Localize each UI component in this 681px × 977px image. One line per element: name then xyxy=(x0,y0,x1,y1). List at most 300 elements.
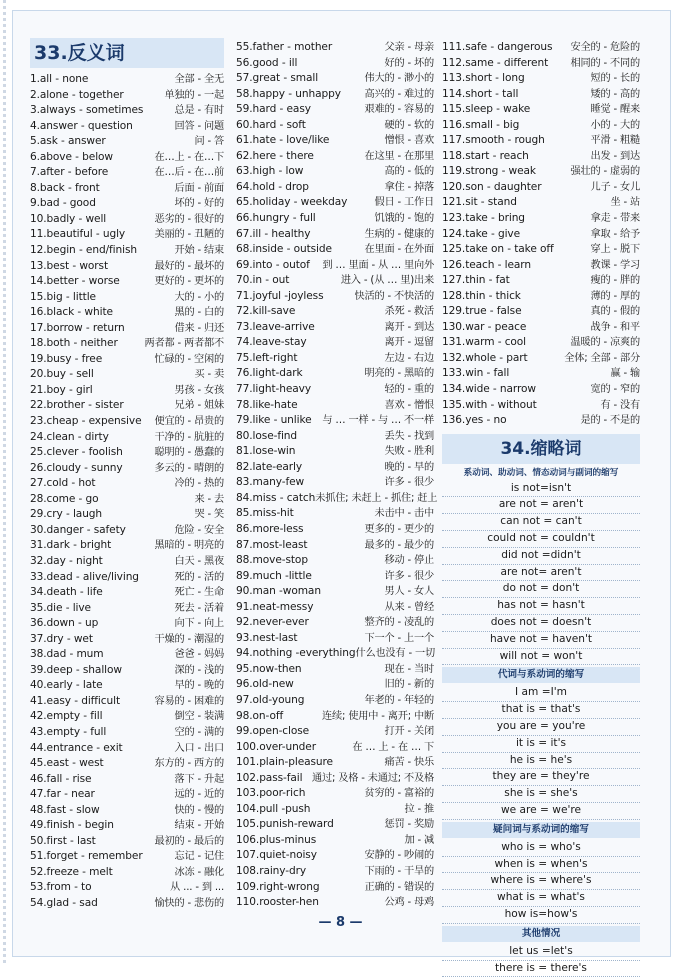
contraction-row: she is = she's xyxy=(442,786,640,803)
antonym-chinese: 最多的 - 最少的 xyxy=(364,539,434,551)
antonym-row xyxy=(30,88,224,104)
antonym-english: 86.more-less xyxy=(236,522,304,535)
antonym-english: 65.holiday - weekday xyxy=(236,196,348,209)
antonym-row xyxy=(442,382,640,398)
antonym-chinese: 结束 - 开始 xyxy=(174,820,224,832)
contraction-row: have not = haven't xyxy=(442,632,640,649)
section-33-header xyxy=(30,38,224,68)
antonym-chinese: 强壮的 - 虚弱的 xyxy=(570,166,640,178)
antonym-row xyxy=(30,678,224,694)
antonym-english: 78.like-hate xyxy=(236,398,298,411)
antonym-chinese: 拿住 - 掉落 xyxy=(384,181,434,193)
antonym-row xyxy=(442,149,640,165)
antonym-row xyxy=(30,165,224,181)
antonym-english: 47.far - near xyxy=(30,788,95,801)
antonym-row xyxy=(30,741,224,757)
antonym-row xyxy=(236,475,434,491)
antonym-english: 53.from - to xyxy=(30,881,92,894)
antonym-chinese: 男人 - 女人 xyxy=(384,586,434,598)
antonym-chinese: 拉 - 推 xyxy=(404,803,434,815)
antonym-english: 22.brother - sister xyxy=(30,399,124,412)
antonym-row xyxy=(236,118,434,134)
antonym-chinese: 高兴的 - 难过的 xyxy=(364,88,434,100)
antonym-row xyxy=(30,305,224,321)
antonym-chinese: 落下 - 升起 xyxy=(174,773,224,785)
antonym-row xyxy=(30,383,224,399)
antonym-chinese: 痛苦 - 快乐 xyxy=(384,757,434,769)
antonym-english: 34.death - life xyxy=(30,586,103,599)
antonym-english: 120.son - daughter xyxy=(442,180,542,193)
antonym-row xyxy=(236,304,434,320)
antonym-row xyxy=(236,133,434,149)
antonym-row xyxy=(442,320,640,336)
antonym-chinese: 快活的 - 不快活的 xyxy=(354,290,434,302)
antonym-chinese: 安全的 - 危险的 xyxy=(570,42,640,53)
antonym-english: 13.best - worst xyxy=(30,259,108,272)
contraction-row: did not =didn't xyxy=(442,548,640,565)
antonym-row xyxy=(236,164,434,180)
antonym-row xyxy=(30,694,224,710)
antonym-english: 25.clever - foolish xyxy=(30,446,123,459)
antonym-english: 75.left-right xyxy=(236,351,298,364)
antonym-row xyxy=(236,40,434,56)
antonym-chinese: 单独的 - 一起 xyxy=(164,89,224,101)
antonym-chinese: 宽的 - 窄的 xyxy=(590,384,640,396)
antonym-chinese: 两者都 - 两者都不 xyxy=(144,338,224,350)
antonym-row xyxy=(236,802,434,818)
antonym-chinese: 许多 - 很少 xyxy=(384,477,434,489)
antonym-chinese: 最好的 - 最坏的 xyxy=(154,260,224,272)
antonym-english: 98.on-off xyxy=(236,709,284,722)
antonym-chinese: 短的 - 长的 xyxy=(590,73,640,85)
antonym-chinese: 危险 - 安全 xyxy=(174,524,224,536)
antonym-english: 42.empty - fill xyxy=(30,710,103,723)
antonym-chinese: 下一个 - 上一个 xyxy=(364,632,434,644)
antonym-english: 43.empty - full xyxy=(30,725,107,738)
antonym-row xyxy=(442,227,640,243)
antonym-row xyxy=(30,647,224,663)
antonym-english: 72.kill-save xyxy=(236,305,296,318)
antonym-english: 2.alone - together xyxy=(30,88,124,101)
antonym-english: 26.cloudy - sunny xyxy=(30,461,123,474)
antonym-chinese: 全部 - 全无 xyxy=(174,74,224,85)
antonym-english: 112.same - different xyxy=(442,56,549,69)
antonym-row xyxy=(442,180,640,196)
antonym-english: 67.ill - healthy xyxy=(236,227,311,240)
antonym-chinese: 饥饿的 - 饱的 xyxy=(374,213,434,225)
antonym-row xyxy=(236,444,434,460)
antonym-chinese: 整齐的 - 凌乱的 xyxy=(364,617,434,629)
antonym-row xyxy=(30,585,224,601)
antonym-chinese: 拿取 - 给予 xyxy=(590,228,640,240)
antonym-english: 8.back - front xyxy=(30,181,100,194)
antonym-english: 114.short - tall xyxy=(442,87,519,100)
antonym-row xyxy=(442,289,640,305)
antonym-row xyxy=(30,150,224,166)
antonym-row xyxy=(442,258,640,274)
antonym-row xyxy=(236,429,434,445)
antonym-row xyxy=(442,335,640,351)
antonym-chinese: 借来 - 归还 xyxy=(174,322,224,334)
antonym-english: 111.safe - dangerous xyxy=(442,41,553,53)
antonym-english: 24.clean - dirty xyxy=(30,430,109,443)
antonym-row xyxy=(236,258,434,274)
antonym-row xyxy=(236,149,434,165)
antonym-row xyxy=(442,118,640,134)
antonym-chinese: 许多 - 很少 xyxy=(384,570,434,582)
antonym-chinese: 憎恨 - 喜欢 xyxy=(384,135,434,147)
antonym-english: 108.rainy-dry xyxy=(236,864,307,877)
antonym-english: 79.like - unlike xyxy=(236,414,312,427)
contraction-row: is not=isn't xyxy=(442,481,640,498)
antonym-english: 61.hate - love/like xyxy=(236,134,330,147)
antonym-chinese: 坐 - 站 xyxy=(610,197,640,209)
antonym-english: 74.leave-stay xyxy=(236,336,307,349)
antonym-row xyxy=(236,569,434,585)
antonym-english: 33.dead - alive/living xyxy=(30,570,139,583)
antonym-english: 113.short - long xyxy=(442,72,525,85)
antonym-chinese: 温暖的 - 凉爽的 xyxy=(570,337,640,349)
antonym-chinese: 矮的 - 高的 xyxy=(590,88,640,100)
antonym-chinese: 假日 - 工作日 xyxy=(374,197,434,209)
antonym-chinese: 入口 - 出口 xyxy=(174,742,224,754)
antonym-english: 11.beautiful - ugly xyxy=(30,228,126,241)
antonym-english: 52.freeze - melt xyxy=(30,865,113,878)
contraction-row: does not = doesn't xyxy=(442,615,640,632)
antonym-english: 93.nest-last xyxy=(236,631,298,644)
antonym-english: 71.joyful -joyless xyxy=(236,289,324,302)
contraction-row: I am =I'm xyxy=(442,685,640,702)
contraction-row: they are = they're xyxy=(442,769,640,786)
antonym-row xyxy=(442,273,640,289)
antonym-english: 39.deep - shallow xyxy=(30,663,122,676)
antonym-row xyxy=(236,413,434,429)
antonym-chinese: 向下 - 向上 xyxy=(174,618,224,630)
antonym-row xyxy=(236,817,434,833)
antonym-chinese: 干净的 - 肮脏的 xyxy=(154,431,224,443)
antonym-chinese: 从 ... - 到 ... xyxy=(170,882,224,894)
antonym-chinese: 惩罚 - 奖励 xyxy=(384,819,434,831)
antonym-chinese: 后面 - 前面 xyxy=(174,182,224,194)
antonym-english: 129.true - false xyxy=(442,305,522,318)
antonym-english: 94.nothing -everything xyxy=(236,647,356,660)
antonym-row xyxy=(30,709,224,725)
antonym-chinese: 与 … 一样 - 与 … 不一样 xyxy=(322,415,434,427)
antonym-chinese: 教课 - 学习 xyxy=(590,259,640,271)
antonym-chinese: 拿走 - 带来 xyxy=(590,213,640,225)
antonym-chinese: 年老的 - 年轻的 xyxy=(364,694,434,706)
antonym-chinese: 快的 - 慢的 xyxy=(174,804,224,816)
antonym-row xyxy=(236,864,434,880)
antonym-chinese: 打开 - 关闭 xyxy=(384,726,434,738)
section-34-subtitle: 系动词、助动词、情态动词与副词的缩写 xyxy=(463,467,619,478)
antonym-chinese: 远的 - 近的 xyxy=(174,789,224,801)
antonym-english: 55.father - mother xyxy=(236,41,333,53)
antonym-row xyxy=(30,896,224,912)
antonym-english: 3.always - sometimes xyxy=(30,104,144,117)
antonym-chinese: 平滑 - 粗糙 xyxy=(590,135,640,147)
antonym-chinese: 恶劣的 - 很好的 xyxy=(154,213,224,225)
antonym-english: 21.boy - girl xyxy=(30,383,93,396)
antonym-english: 38.dad - mum xyxy=(30,648,104,661)
antonym-row xyxy=(236,833,434,849)
antonym-english: 60.hard - soft xyxy=(236,118,306,131)
antonym-english: 81.lose-win xyxy=(236,445,296,458)
antonym-row xyxy=(442,133,640,149)
section-34-title: 34.缩略词 xyxy=(442,434,640,464)
antonym-chinese: 爸爸 - 妈妈 xyxy=(174,649,224,661)
contraction-group-header: 其他情况 xyxy=(442,926,640,942)
antonym-english: 96.old-new xyxy=(236,678,294,691)
antonym-row xyxy=(30,507,224,523)
antonym-english: 4.answer - question xyxy=(30,119,133,132)
antonym-english: 100.over-under xyxy=(236,740,316,753)
antonym-english: 73.leave-arrive xyxy=(236,320,315,333)
antonym-chinese: 移动 - 停止 xyxy=(384,555,434,567)
antonym-chinese: 东方的 - 西方的 xyxy=(154,758,224,770)
antonym-row xyxy=(442,164,640,180)
antonym-row xyxy=(236,631,434,647)
antonym-row xyxy=(236,335,434,351)
antonym-english: 80.lose-find xyxy=(236,429,298,442)
antonym-row xyxy=(30,367,224,383)
contraction-row: we are = we're xyxy=(442,803,640,820)
antonym-english: 87.most-least xyxy=(236,538,308,551)
antonym-row xyxy=(30,476,224,492)
antonym-english: 104.pull -push xyxy=(236,802,311,815)
antonym-row xyxy=(236,848,434,864)
antonym-english: 89.much -little xyxy=(236,569,312,582)
antonym-chinese: 儿子 - 女儿 xyxy=(590,181,640,193)
antonym-chinese: 未击中 - 击中 xyxy=(374,508,434,520)
antonym-english: 5.ask - answer xyxy=(30,135,106,148)
antonym-row xyxy=(236,693,434,709)
antonym-chinese: 在 … 上 - 在 … 下 xyxy=(352,741,434,753)
antonym-row xyxy=(30,290,224,306)
contraction-row: let us =let's xyxy=(442,944,640,961)
contraction-row: has not = hasn't xyxy=(442,598,640,615)
antonym-chinese: 杀死 - 救活 xyxy=(384,306,434,318)
antonym-row xyxy=(30,119,224,135)
antonym-chinese: 在里面 - 在外面 xyxy=(364,244,434,256)
antonym-chinese: 美丽的 - 丑陋的 xyxy=(154,229,224,241)
antonym-english: 16.black - white xyxy=(30,306,113,319)
antonym-english: 58.happy - unhappy xyxy=(236,87,341,100)
antonym-chinese: 瘦的 - 胖的 xyxy=(590,275,640,287)
antonym-english: 49.finish - begin xyxy=(30,819,114,832)
antonym-row xyxy=(442,351,640,367)
antonym-english: 68.inside - outside xyxy=(236,243,332,256)
contraction-row: could not = couldn't xyxy=(442,531,640,548)
antonym-column-3 xyxy=(442,40,640,977)
antonym-row xyxy=(236,382,434,398)
antonym-chinese: 未抓住; 未赶上 - 抓住; 赶上 xyxy=(315,492,438,504)
antonym-chinese: 更好的 - 更坏的 xyxy=(154,276,224,288)
antonym-row xyxy=(30,523,224,539)
antonym-row xyxy=(236,211,434,227)
antonym-row xyxy=(30,398,224,414)
antonym-row xyxy=(236,366,434,382)
antonym-row xyxy=(30,570,224,586)
contraction-row: you are = you're xyxy=(442,719,640,736)
antonym-chinese: 丢失 - 找到 xyxy=(384,430,434,442)
antonym-english: 12.begin - end/finish xyxy=(30,244,138,257)
antonym-english: 62.here - there xyxy=(236,149,314,162)
antonym-english: 115.sleep - wake xyxy=(442,103,531,116)
antonym-english: 29.cry - laugh xyxy=(30,508,103,521)
antonym-row xyxy=(236,242,434,258)
contraction-group-header: 疑问词与系动词的缩写 xyxy=(442,822,640,838)
antonym-row xyxy=(236,398,434,414)
antonym-row xyxy=(236,56,434,72)
antonym-chinese: 加 - 减 xyxy=(404,834,434,846)
antonym-row xyxy=(30,227,224,243)
antonym-english: 48.fast - slow xyxy=(30,803,100,816)
antonym-row xyxy=(236,289,434,305)
antonym-english: 90.man -woman xyxy=(236,585,321,598)
antonym-row xyxy=(30,756,224,772)
antonym-english: 95.now-then xyxy=(236,662,302,675)
antonym-row xyxy=(30,336,224,352)
antonym-row xyxy=(30,492,224,508)
antonym-chinese: 在…后 - 在…前 xyxy=(154,167,224,179)
antonym-row xyxy=(236,351,434,367)
page-number: — 8 — xyxy=(318,915,363,930)
antonym-english: 17.borrow - return xyxy=(30,321,125,334)
antonym-english: 106.plus-minus xyxy=(236,833,317,846)
antonym-chinese: 生病的 - 健康的 xyxy=(364,228,434,240)
antonym-english: 23.cheap - expensive xyxy=(30,415,142,428)
antonym-english: 7.after - before xyxy=(30,166,109,179)
antonym-english: 127.thin - fat xyxy=(442,274,510,287)
antonym-row xyxy=(30,72,224,88)
antonym-english: 102.pass-fail xyxy=(236,771,303,784)
antonym-chinese: 公鸡 - 母鸡 xyxy=(384,897,434,909)
antonym-row xyxy=(442,366,640,382)
contraction-row: when is = when's xyxy=(442,857,640,874)
contraction-row: will not = won't xyxy=(442,649,640,666)
antonym-chinese: 轻的 - 重的 xyxy=(384,384,434,396)
contraction-row: can not = can't xyxy=(442,514,640,531)
antonym-chinese: 更多的 - 更少的 xyxy=(364,523,434,535)
antonym-row xyxy=(30,259,224,275)
antonym-english: 88.move-stop xyxy=(236,554,308,567)
antonym-row xyxy=(236,771,434,787)
contraction-row: where is = where's xyxy=(442,873,640,890)
antonym-row xyxy=(30,663,224,679)
antonym-chinese: 黑的 - 白的 xyxy=(174,307,224,319)
antonym-chinese: 睡觉 - 醒来 xyxy=(590,104,640,116)
contraction-row: who is = who's xyxy=(442,840,640,857)
antonym-row xyxy=(442,211,640,227)
antonym-row xyxy=(30,274,224,290)
antonym-english: 136.yes - no xyxy=(442,414,507,427)
antonym-chinese: 父亲 - 母亲 xyxy=(384,42,434,53)
antonym-english: 126.teach - learn xyxy=(442,258,531,271)
antonym-english: 101.plain-pleasure xyxy=(236,756,333,769)
antonym-row xyxy=(236,740,434,756)
antonym-english: 130.war - peace xyxy=(442,320,527,333)
antonym-english: 103.poor-rich xyxy=(236,787,306,800)
antonym-english: 31.dark - bright xyxy=(30,539,112,552)
antonym-row xyxy=(236,273,434,289)
antonym-row xyxy=(442,304,640,320)
antonym-chinese: 在这里 - 在那里 xyxy=(364,150,434,162)
antonym-chinese: 离开 - 到达 xyxy=(384,321,434,333)
antonym-english: 64.hold - drop xyxy=(236,180,309,193)
antonym-english: 45.east - west xyxy=(30,757,104,770)
antonym-row xyxy=(442,413,640,429)
antonym-english: 59.hard - easy xyxy=(236,103,311,116)
antonym-row xyxy=(236,87,434,103)
antonym-row xyxy=(236,646,434,662)
antonym-chinese: 黑暗的 - 明亮的 xyxy=(154,540,224,552)
antonym-english: 91.neat-messy xyxy=(236,600,314,613)
antonym-row xyxy=(30,818,224,834)
antonym-chinese: 回答 - 问题 xyxy=(174,120,224,132)
antonym-english: 37.dry - wet xyxy=(30,632,93,645)
antonym-row xyxy=(236,895,434,911)
contraction-row: he is = he's xyxy=(442,753,640,770)
antonym-row xyxy=(30,461,224,477)
antonym-english: 20.buy - sell xyxy=(30,368,94,381)
antonym-chinese: 艰难的 - 容易的 xyxy=(364,104,434,116)
antonym-row xyxy=(30,880,224,896)
antonym-english: 109.right-wrong xyxy=(236,880,320,893)
antonym-row xyxy=(442,40,640,56)
antonym-english: 9.bad - good xyxy=(30,197,96,210)
antonym-chinese: 多云的 - 晴朗的 xyxy=(154,462,224,474)
antonym-row xyxy=(30,243,224,259)
antonym-chinese: 相同的 - 不同的 xyxy=(570,57,640,69)
antonym-chinese: 赢 - 输 xyxy=(610,368,640,380)
antonym-english: 32.day - night xyxy=(30,554,103,567)
antonym-row xyxy=(30,803,224,819)
antonym-english: 76.light-dark xyxy=(236,367,303,380)
antonym-chinese: 高的 - 低的 xyxy=(384,166,434,178)
antonym-chinese: 空的 - 满的 xyxy=(174,726,224,738)
antonym-english: 124.take - give xyxy=(442,227,521,240)
antonym-row xyxy=(236,677,434,693)
antonym-chinese: 小的 - 大的 xyxy=(590,119,640,131)
antonym-row xyxy=(236,522,434,538)
antonym-chinese: 真的 - 假的 xyxy=(590,306,640,318)
antonym-chinese: 伟大的 - 渺小的 xyxy=(364,73,434,85)
contraction-row: are not = aren't xyxy=(442,497,640,514)
antonym-chinese: 薄的 - 厚的 xyxy=(590,290,640,302)
antonym-row xyxy=(236,102,434,118)
antonym-chinese: 坏的 - 好的 xyxy=(174,198,224,210)
antonym-english: 51.forget - remember xyxy=(30,850,143,863)
antonym-chinese: 死去 - 活着 xyxy=(174,602,224,614)
antonym-english: 50.first - last xyxy=(30,834,96,847)
antonym-english: 92.never-ever xyxy=(236,616,309,629)
antonym-row xyxy=(30,196,224,212)
contraction-group-header: 代词与系动词的缩写 xyxy=(442,667,640,683)
antonym-chinese: 从来 - 曾经 xyxy=(384,601,434,613)
antonym-english: 119.strong - weak xyxy=(442,165,536,178)
antonym-row xyxy=(236,491,438,507)
antonym-row xyxy=(30,725,224,741)
contraction-row: it is = it's xyxy=(442,736,640,753)
antonym-chinese: 好的 - 坏的 xyxy=(384,57,434,69)
antonym-row xyxy=(236,709,434,725)
antonym-chinese: 聪明的 - 愚蠢的 xyxy=(154,447,224,459)
antonym-chinese: 大的 - 小的 xyxy=(174,291,224,303)
antonym-english: 110.rooster-hen xyxy=(236,896,319,909)
antonym-english: 57.great - small xyxy=(236,72,319,85)
antonym-row xyxy=(236,662,434,678)
